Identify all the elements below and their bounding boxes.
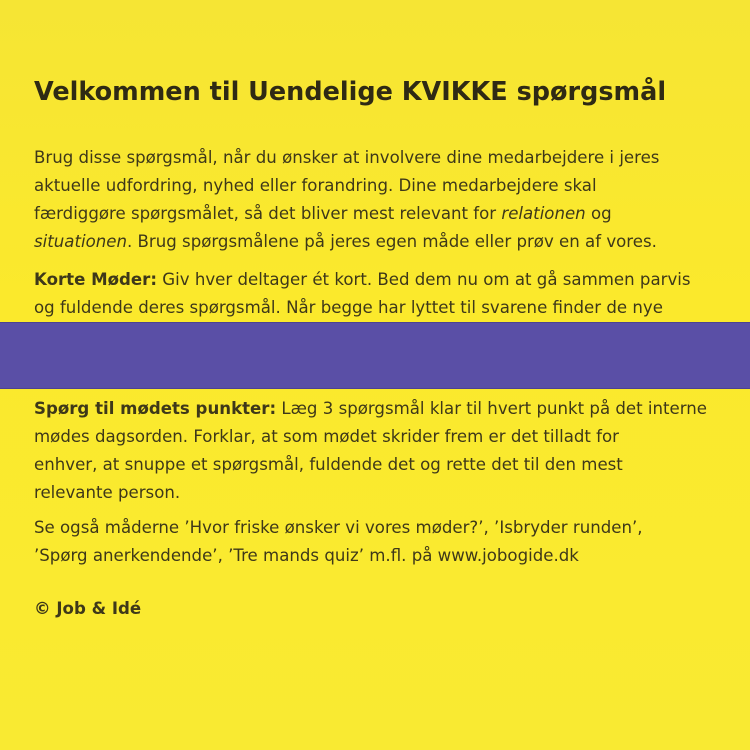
intro-line-3-end: og (585, 204, 612, 223)
see-also-line-2: ’Spørg anerkendende’, ’Tre mands quiz’ m.fl. på www.jobogide.dk (34, 546, 579, 565)
purple-tape-band (0, 322, 750, 389)
see-also-line-1: Se også måderne ’Hvor friske ønsker vi vores møder?’, ’Isbryder runden’, (34, 518, 643, 537)
intro-line-2: aktuelle udfordring, nyhed eller forandring. Dine medarbejdere skal (34, 176, 597, 195)
intro-line-4-text: . Brug spørgsmålene på jeres egen måde eller prøv en af vores. (126, 232, 657, 251)
copyright-text: © Job & Idé (34, 599, 142, 618)
see-also-paragraph (34, 514, 724, 570)
intro-paragraph (34, 144, 724, 256)
intro-line-3-text: færdiggøre spørgsmålet, så det bliver mest relevant for (34, 204, 502, 223)
korte-moeder-paragraph (34, 266, 724, 322)
intro-line-4 (34, 228, 724, 256)
intro-line-1: Brug disse spørgsmål, når du ønsker at involvere dine medarbejdere i jeres (34, 148, 660, 167)
spoerg-line-4: relevante person. (34, 483, 181, 502)
korte-line-1 (34, 266, 724, 294)
intro-line-3 (34, 200, 724, 228)
spoerg-line-2: mødes dagsorden. Forklar, at som mødet skrider frem er det tilladt for (34, 427, 620, 446)
spoerg-paragraph (34, 395, 724, 507)
card-title: Velkommen til Uendelige KVIKKE spørgsmål (34, 77, 667, 107)
spoerg-line-1-text: Læg 3 spørgsmål klar til hvert punkt på det interne (276, 399, 708, 418)
korte-line-2: og fuldende deres spørgsmål. Når begge har lyttet til svarene finder de nye (34, 298, 663, 317)
spoerg-line-1 (34, 395, 724, 423)
spoerg-line-3: enhver, at snuppe et spørgsmål, fuldende det og rette det til den mest (34, 455, 623, 474)
situationen-emphasis: situationen (34, 232, 127, 251)
relationen-emphasis: relationen (501, 204, 586, 223)
korte-line-1-text: Giv hver deltager ét kort. Bed dem nu om at gå sammen parvis (156, 270, 691, 289)
korte-moeder-heading: Korte Møder: (34, 270, 157, 289)
spoerg-heading: Spørg til mødets punkter: (34, 399, 277, 418)
